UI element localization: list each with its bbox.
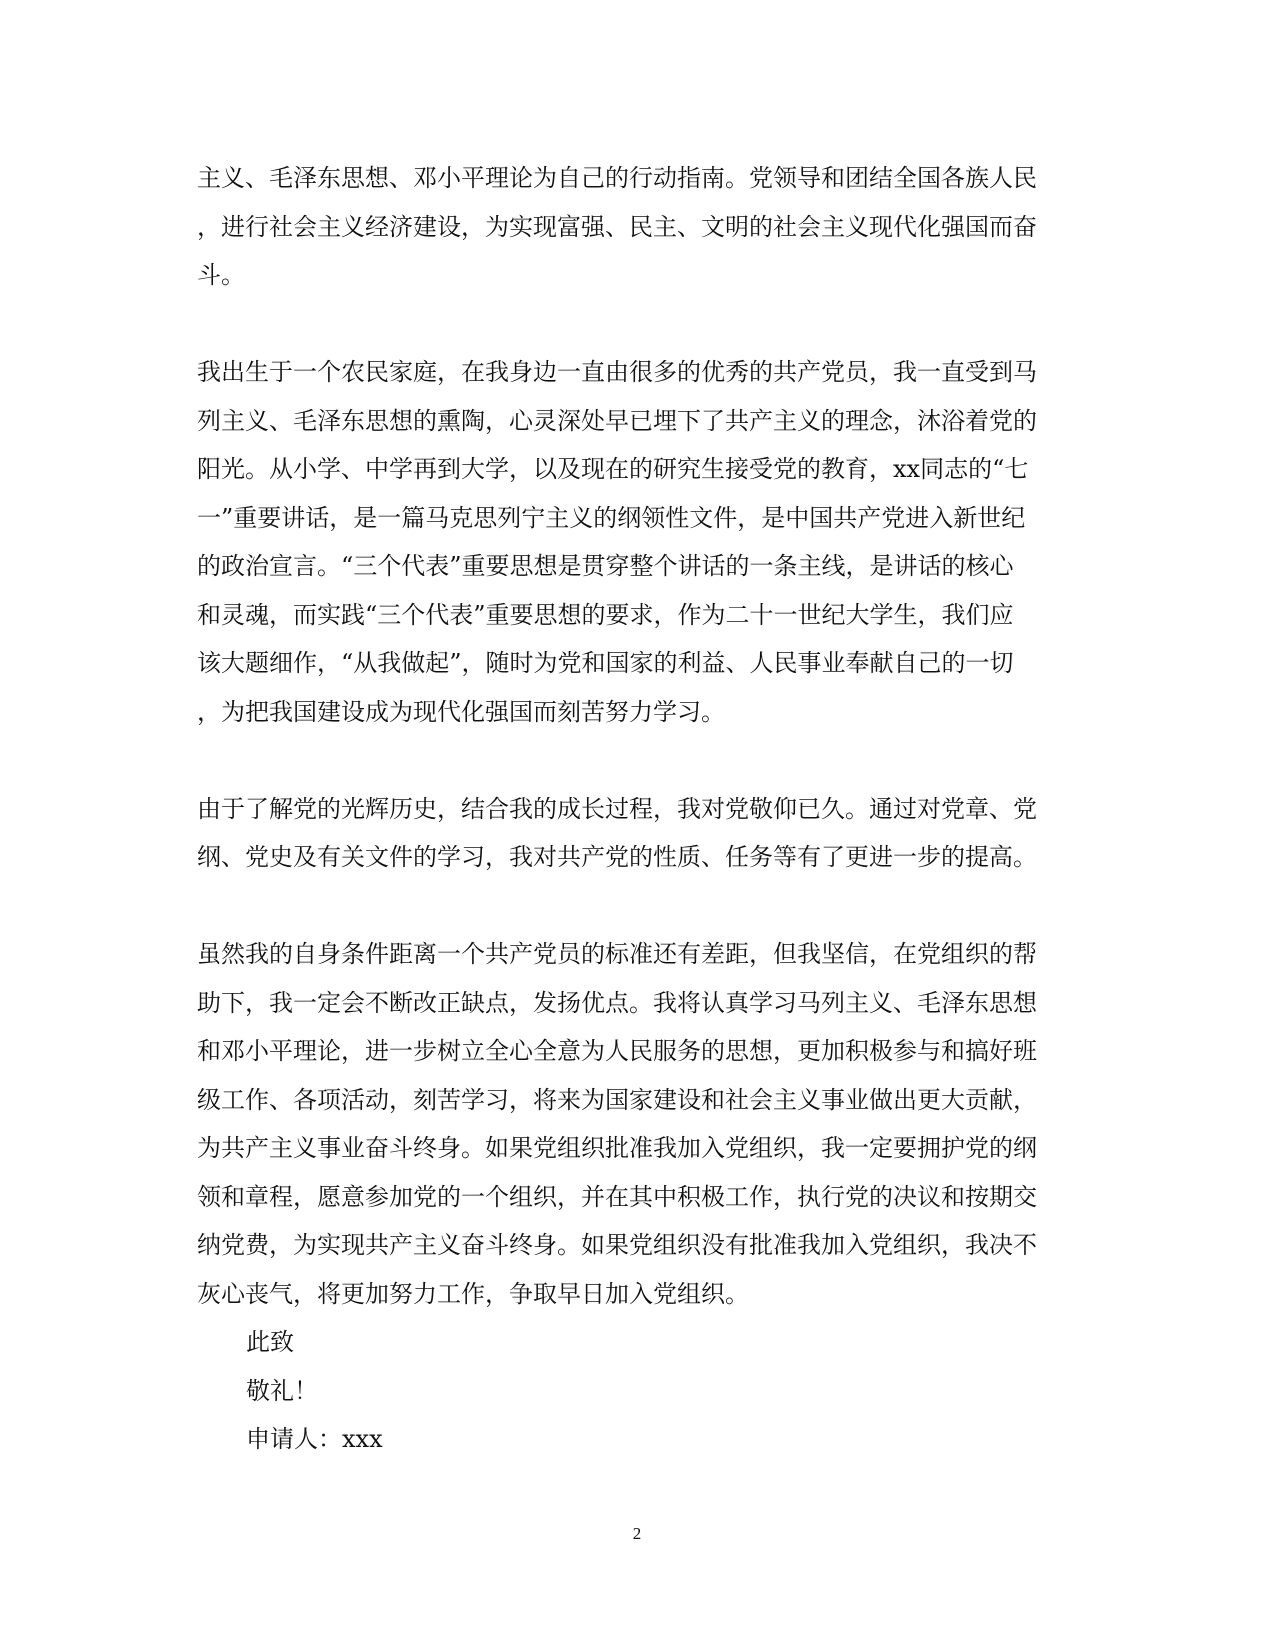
text-line: 和邓小平理论，进一步树立全心全意为人民服务的思想，更加积极参与和搞好班	[197, 1037, 1037, 1065]
text-line: 虽然我的自身条件距离一个共产党员的标准还有差距，但我坚信，在党组织的帮	[197, 940, 1037, 968]
text-line: 主义、毛泽东思想、邓小平理论为自己的行动指南。党领导和团结全国各族人民	[197, 164, 1037, 192]
paragraph-spacer	[197, 300, 1077, 349]
text-line: 的政治宣言。“三个代表”重要思想是贯穿整个讲话的一条主线，是讲话的核心	[197, 552, 1014, 580]
text-line: 纳党费，为实现共产主义奋斗终身。如果党组织没有批准我加入党组织，我决不	[197, 1231, 1037, 1259]
text-line: 由于了解党的光辉历史，结合我的成长过程，我对党敬仰已久。通过对党章、党	[197, 794, 1037, 823]
text-line: 该大题细作，“从我做起”，随时为党和国家的利益、人民事业奉献自己的一切	[197, 649, 1014, 677]
page-number: 2	[632, 1524, 642, 1543]
text-line: 纲、党史及有关文件的学习，我对共产党的性质、任务等有了更进一步的提高。	[197, 843, 1037, 871]
applicant-signature: 申请人：xxx	[246, 1425, 383, 1453]
text-line: 我出生于一个农民家庭，在我身边一直由很多的优秀的共产党员，我一直受到马	[197, 358, 1037, 386]
text-line: 助下，我一定会不断改正缺点，发扬优点。我将认真学习马列主义、毛泽东思想	[197, 988, 1037, 1017]
text-line: ，进行社会主义经济建设，为实现富强、民主、文明的社会主义现代化强国而奋	[197, 212, 1037, 241]
text-line: 和灵魂，而实践“三个代表”重要思想的要求，作为二十一世纪大学生，我们应	[197, 600, 1014, 629]
text-line: 一”重要讲话，是一篇马克思列宁主义的纲领性文件，是中国共产党进入新世纪	[197, 503, 1026, 532]
closing-respect: 敬礼！	[246, 1376, 318, 1405]
paragraph	[197, 930, 1077, 1318]
text-line: 级工作、各项活动，刻苦学习，将来为国家建设和社会主义事业做出更大贡献，	[197, 1085, 1037, 1114]
text-line: 阳光。从小学、中学再到大学，以及现在的研究生接受党的教育，xx同志的“七	[197, 455, 1029, 483]
paragraph-spacer	[197, 736, 1077, 785]
closing-salutation: 此致	[246, 1328, 294, 1356]
text-line: 灰心丧气，将更加努力工作，争取早日加入党组织。	[197, 1279, 749, 1308]
text-line: 为共产主义事业奋斗终身。如果党组织批准我加入党组织，我一定要拥护党的纲	[197, 1134, 1037, 1162]
paragraph-spacer	[197, 882, 1077, 931]
letter-closing	[197, 1318, 1077, 1464]
text-line: 领和章程，愿意参加党的一个组织，并在其中积极工作，执行党的决议和按期交	[197, 1182, 1037, 1211]
text-line: ，为把我国建设成为现代化强国而刻苦努力学习。	[197, 697, 725, 726]
paragraph	[197, 348, 1077, 736]
paragraph	[197, 154, 1077, 300]
text-line: 列主义、毛泽东思想的熏陶，心灵深处早已埋下了共产主义的理念，沐浴着党的	[197, 406, 1037, 435]
text-line: 斗。	[197, 261, 245, 289]
document-body	[197, 154, 1077, 1464]
paragraph	[197, 785, 1077, 882]
